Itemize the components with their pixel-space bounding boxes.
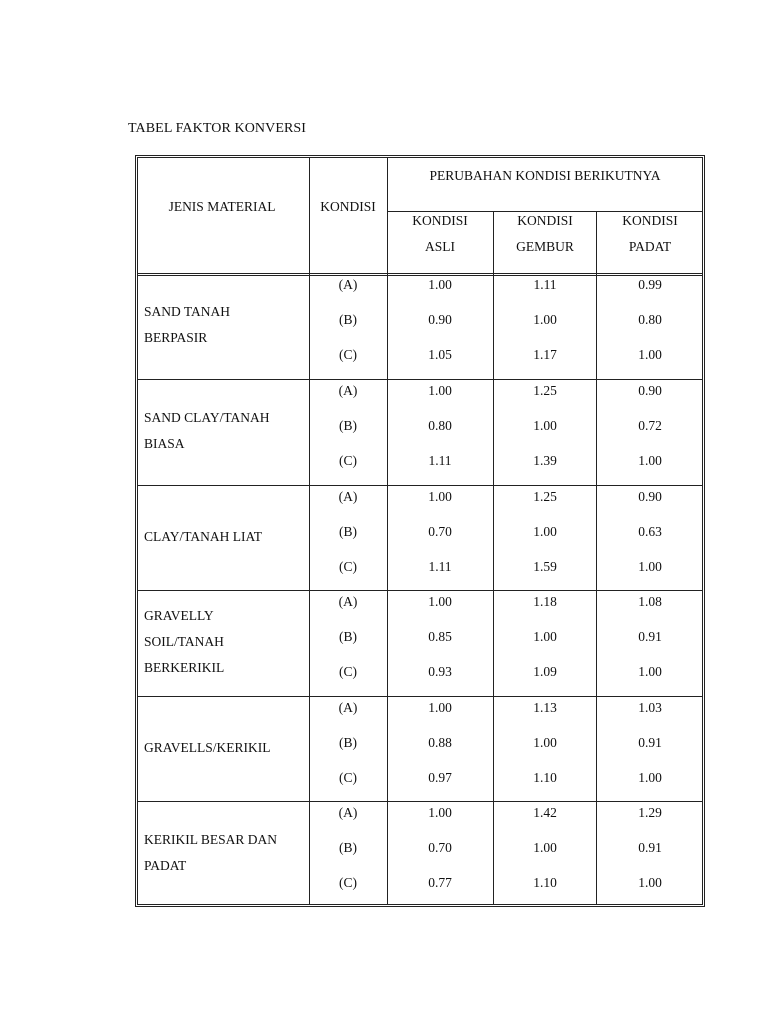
- material-name: BERKERIKIL: [144, 659, 225, 675]
- material-name: BIASA: [144, 435, 185, 451]
- header-perubahan-kondisi: PERUBAHAN KONDISI BERIKUTNYA: [429, 168, 661, 183]
- kondisi-label: (B): [339, 629, 357, 644]
- material-name: SOIL/TANAH: [144, 633, 224, 649]
- factor-value: 1.11: [428, 453, 452, 468]
- factor-value: 1.08: [638, 594, 662, 609]
- kondisi-label: (B): [339, 735, 357, 750]
- factor-value: 0.72: [638, 418, 662, 433]
- factor-value: 0.85: [428, 629, 452, 644]
- row-separator: [138, 696, 702, 697]
- kondisi-label: (C): [339, 453, 357, 468]
- factor-value: 0.93: [428, 664, 452, 679]
- factor-value: 1.00: [533, 840, 557, 855]
- material-name: GRAVELLY: [144, 607, 214, 623]
- kondisi-label: (C): [339, 664, 357, 679]
- factor-value: 1.00: [428, 383, 452, 398]
- factor-value: 1.00: [533, 418, 557, 433]
- row-separator: [138, 485, 702, 486]
- factor-value: 1.11: [428, 559, 452, 574]
- subheader-line2: GEMBUR: [516, 239, 574, 254]
- subheader-line2: ASLI: [425, 239, 455, 254]
- material-name: GRAVELLS/KERIKIL: [144, 739, 271, 755]
- kondisi-label: (A): [338, 277, 358, 292]
- factor-value: 1.00: [428, 700, 452, 715]
- kondisi-label: (A): [338, 805, 358, 820]
- factor-value: 1.00: [533, 312, 557, 327]
- factor-value: 1.39: [533, 453, 557, 468]
- material-name: KERIKIL BESAR DAN: [144, 831, 277, 847]
- factor-value: 1.05: [428, 347, 452, 362]
- conversion-factor-table: [135, 155, 705, 907]
- kondisi-label: (C): [339, 770, 357, 785]
- kondisi-label: (C): [339, 559, 357, 574]
- factor-value: 1.13: [533, 700, 557, 715]
- kondisi-label: (A): [338, 700, 358, 715]
- factor-value: 0.70: [428, 840, 452, 855]
- kondisi-label: (B): [339, 524, 357, 539]
- factor-value: 0.91: [638, 629, 662, 644]
- header-kondisi: KONDISI: [320, 199, 376, 214]
- subheader-line2: PADAT: [628, 239, 672, 254]
- factor-value: 0.70: [428, 524, 452, 539]
- material-name: CLAY/TANAH LIAT: [144, 528, 263, 544]
- factor-value: 1.00: [638, 770, 662, 785]
- factor-value: 1.00: [428, 594, 452, 609]
- kondisi-label: (B): [339, 418, 357, 433]
- header-bottom-line: [138, 273, 702, 274]
- kondisi-label: (B): [339, 840, 357, 855]
- factor-value: 1.29: [638, 805, 662, 820]
- factor-value: 1.10: [533, 770, 557, 785]
- factor-value: 1.00: [638, 453, 662, 468]
- material-name: SAND CLAY/TANAH: [144, 409, 270, 425]
- subheader-line1: KONDISI: [622, 213, 678, 228]
- factor-value: 1.03: [638, 700, 662, 715]
- subheader-line1: KONDISI: [412, 213, 468, 228]
- factor-value: 0.90: [638, 383, 662, 398]
- row-separator: [138, 801, 702, 802]
- factor-value: 1.00: [638, 875, 662, 890]
- factor-value: 1.09: [533, 664, 557, 679]
- kondisi-label: (A): [338, 594, 358, 609]
- factor-value: 0.90: [428, 312, 452, 327]
- factor-value: 0.91: [638, 735, 662, 750]
- kondisi-label: (A): [338, 383, 358, 398]
- factor-value: 1.00: [533, 629, 557, 644]
- factor-value: 1.00: [533, 735, 557, 750]
- factor-value: 1.00: [428, 805, 452, 820]
- subheader-line1: KONDISI: [517, 213, 573, 228]
- factor-value: 0.77: [428, 875, 452, 890]
- header-divider: [387, 211, 702, 212]
- factor-value: 1.59: [533, 559, 557, 574]
- kondisi-label: (A): [338, 489, 358, 504]
- factor-value: 1.25: [533, 489, 557, 504]
- factor-value: 1.18: [533, 594, 557, 609]
- kondisi-label: (C): [339, 347, 357, 362]
- row-separator: [138, 590, 702, 591]
- factor-value: 1.17: [533, 347, 557, 362]
- factor-value: 1.00: [428, 277, 452, 292]
- factor-value: 1.00: [638, 664, 662, 679]
- factor-value: 0.80: [428, 418, 452, 433]
- factor-value: 1.00: [638, 347, 662, 362]
- material-name: SAND TANAH: [144, 303, 231, 319]
- kondisi-label: (B): [339, 312, 357, 327]
- factor-value: 0.91: [638, 840, 662, 855]
- factor-value: 1.00: [533, 524, 557, 539]
- material-name: BERPASIR: [144, 329, 208, 345]
- factor-value: 1.10: [533, 875, 557, 890]
- page-title: TABEL FAKTOR KONVERSI: [128, 121, 307, 136]
- factor-value: 1.42: [533, 805, 557, 820]
- material-name: PADAT: [144, 857, 187, 873]
- factor-value: 1.00: [638, 559, 662, 574]
- factor-value: 0.99: [638, 277, 662, 292]
- header-jenis-material: JENIS MATERIAL: [168, 199, 276, 214]
- factor-value: 0.97: [428, 770, 452, 785]
- factor-value: 0.80: [638, 312, 662, 327]
- row-separator: [138, 379, 702, 380]
- header-bottom-line: [138, 275, 702, 276]
- factor-value: 0.90: [638, 489, 662, 504]
- factor-value: 0.63: [638, 524, 662, 539]
- factor-value: 1.00: [428, 489, 452, 504]
- factor-value: 0.88: [428, 735, 452, 750]
- factor-value: 1.25: [533, 383, 557, 398]
- kondisi-label: (C): [339, 875, 357, 890]
- factor-value: 1.11: [533, 277, 557, 292]
